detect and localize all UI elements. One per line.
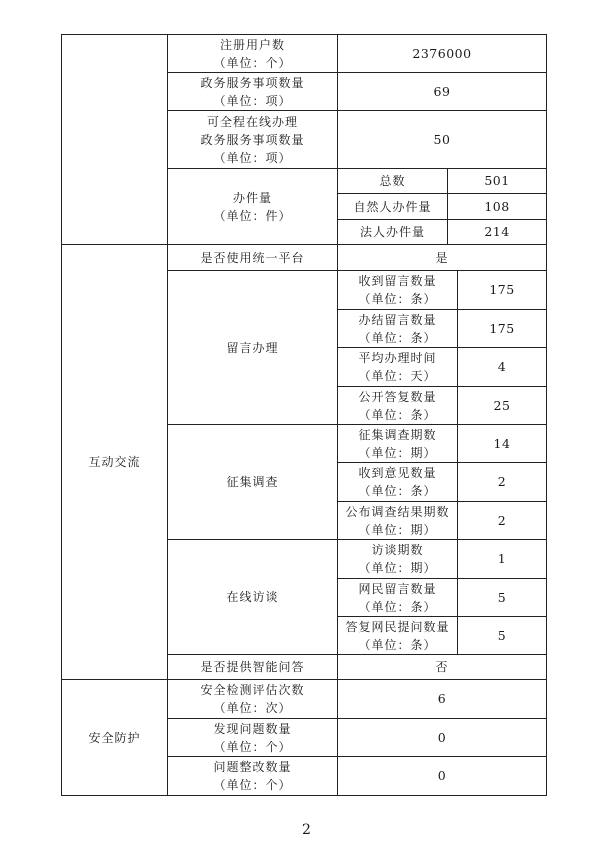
interviews-periods-label: 访谈期数 （单位：期） <box>337 539 458 579</box>
security-checks-label: 安全检测评估次数 （单位：次） <box>167 679 338 719</box>
service-items-label: 政务服务事项数量 （单位：项） <box>167 72 338 111</box>
unified-platform-label: 是否使用统一平台 <box>167 244 338 271</box>
messages-received-value: 175 <box>457 270 547 310</box>
cases-natural-label: 自然人办件量 <box>337 193 448 220</box>
surveys-results-value: 2 <box>457 501 547 540</box>
cases-label: 办件量 （单位：件） <box>167 168 338 245</box>
surveys-label: 征集调查 <box>167 424 338 540</box>
unified-platform-value: 是 <box>337 244 547 271</box>
security-checks-value: 6 <box>337 679 547 719</box>
issues-fixed-label: 问题整改数量 （单位：个） <box>167 756 338 796</box>
surveys-opinions-value: 2 <box>457 462 547 502</box>
section-interaction: 互动交流 <box>61 244 168 680</box>
smart-qa-label: 是否提供智能问答 <box>167 654 338 680</box>
service-items-value: 69 <box>337 72 547 111</box>
cases-legal-label: 法人办件量 <box>337 219 448 245</box>
interviews-label: 在线访谈 <box>167 539 338 655</box>
messages-avg-time-value: 4 <box>457 347 547 387</box>
surveys-results-label: 公布调查结果期数 （单位：期） <box>337 501 458 540</box>
interviews-periods-value: 1 <box>457 539 547 579</box>
online-items-value: 50 <box>337 110 547 169</box>
cases-total-label: 总数 <box>337 168 448 194</box>
issues-found-value: 0 <box>337 718 547 757</box>
surveys-periods-label: 征集调查期数 （单位：期） <box>337 424 458 463</box>
registered-users-value: 2376000 <box>337 34 547 73</box>
online-items-label: 可全程在线办理 政务服务事项数量 （单位：项） <box>167 110 338 169</box>
surveys-periods-value: 14 <box>457 424 547 463</box>
messages-avg-time-label: 平均办理时间 （单位：天） <box>337 347 458 387</box>
interviews-netizen-msgs-value: 5 <box>457 578 547 617</box>
cases-legal-value: 214 <box>447 219 547 245</box>
issues-fixed-value: 0 <box>337 756 547 796</box>
messages-public-reply-value: 25 <box>457 386 547 425</box>
cases-natural-value: 108 <box>447 193 547 220</box>
cases-total-value: 501 <box>447 168 547 194</box>
smart-qa-value: 否 <box>337 654 547 680</box>
interviews-netizen-msgs-label: 网民留言数量 （单位：条） <box>337 578 458 617</box>
section-security: 安全防护 <box>61 679 168 796</box>
messages-label: 留言办理 <box>167 270 338 425</box>
messages-received-label: 收到留言数量 （单位：条） <box>337 270 458 310</box>
section-cell-top <box>61 34 168 245</box>
surveys-opinions-label: 收到意见数量 （单位：条） <box>337 462 458 502</box>
interviews-answered-value: 5 <box>457 616 547 655</box>
messages-public-reply-label: 公开答复数量 （单位：条） <box>337 386 458 425</box>
page-number: 2 <box>302 822 311 838</box>
messages-resolved-label: 办结留言数量 （单位：条） <box>337 309 458 348</box>
interviews-answered-label: 答复网民提问数量 （单位：条） <box>337 616 458 655</box>
registered-users-label: 注册用户数 （单位：个） <box>167 34 338 73</box>
issues-found-label: 发现问题数量 （单位：个） <box>167 718 338 757</box>
messages-resolved-value: 175 <box>457 309 547 348</box>
